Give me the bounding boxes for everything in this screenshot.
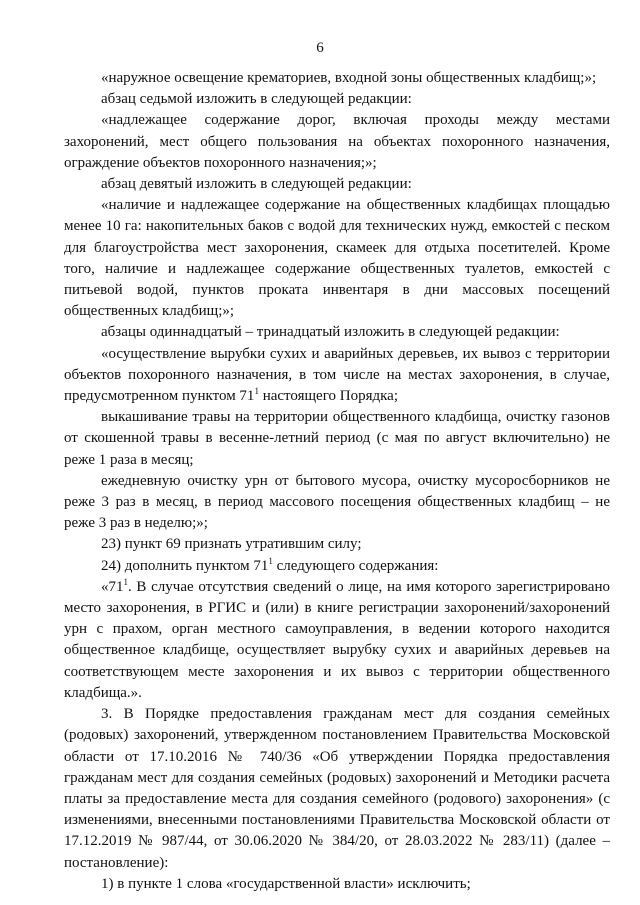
paragraph-text: следующего содержания:	[272, 557, 439, 574]
page-number: 6	[316, 40, 324, 56]
paragraph	[64, 344, 610, 408]
superscript: 1	[268, 555, 273, 566]
paragraph-text: «71	[101, 578, 124, 595]
document-body	[64, 68, 610, 895]
superscript: 1	[123, 576, 128, 587]
paragraph: «наличие и надлежащее содержание на общественных кладбищах площадью менее 10 га: накопительных баков с водой для технических нужд, емкостей с песком для благоустройства мест захоронения, скамеек для отдыха посетителей. Кроме того, наличие и надлежащее содержание общественных туалетов, емкостей с питьевой водой, пунктов проката инвентаря в дни массовых посещений общественных кладбищ;»;	[64, 197, 610, 320]
paragraph-text: настоящего Порядка;	[258, 388, 398, 405]
superscript: 1	[254, 386, 259, 397]
paragraph: абзацы одиннадцатый – тринадцатый изложить в следующей редакции:	[101, 324, 560, 341]
paragraph: абзац седьмой изложить в следующей редакции:	[101, 91, 412, 108]
paragraph	[64, 556, 610, 577]
paragraph	[64, 577, 610, 704]
paragraph: «надлежащее содержание дорог, включая проходы между местами захоронений, мест общего пользования на объектах похоронного назначения, ограждение объектов похоронного назначения;»;	[64, 112, 610, 171]
paragraph: 1) в пункте 1 слова «государственной власти» исключить;	[101, 875, 471, 892]
paragraph: абзац девятый изложить в следующей редакции:	[101, 176, 412, 193]
paragraph: 23) пункт 69 признать утратившим силу;	[101, 536, 362, 553]
paragraph-text: «осуществление вырубки сухих и аварийных деревьев, их вывоз с территории объектов похоронного назначения, в том числе на местах захоронения, в случае, предусмотренном пунктом 71	[64, 345, 610, 405]
paragraph-text: 24) дополнить пунктом 71	[101, 557, 269, 574]
paragraph: «наружное освещение крематориев, входной зоны общественных кладбищ;»;	[101, 70, 597, 86]
paragraph: 3. В Порядке предоставления гражданам мест для создания семейных (родовых) захоронений, утвержденном постановлением Правительства Московской области от 17.10.2016 № 740/36 «Об утверждении Порядка предоставления гражданам мест для создания семейных (родовых) захоронений и Методики расчета платы за предоставление места для создания семейного (родового) захоронения» (с изменениями, внесенными постановлениями Правительства Московской области от 17.12.2019 № 987/44, от 30.06.2020 № 384/20, от 28.03.2022 № 283/11) (далее – постановление):	[64, 706, 610, 871]
paragraph: выкашивание травы на территории общественного кладбища, очистку газонов от скошенной травы в весенне-летний период (с мая по август включительно) не реже 1 раза в месяц;	[64, 409, 610, 468]
paragraph-text: . В случае отсутствия сведений о лице, на имя которого зарегистрировано место захоронения, в РГИС и (или) в книге регистрации захоронений/захоронений урн с прахом, орган местного самоуправления, в ведении которого находится общественное кладбище, осуществляет вырубку сухих и аварийных деревьев на соответствующем месте захоронения и их вывоз с территории общественного кладбища.».	[64, 578, 610, 701]
paragraph: ежедневную очистку урн от бытового мусора, очистку мусоросборников не реже 3 раз в месяц, в период массового посещения общественных кладбищ – не реже 3 раз в неделю;»;	[64, 472, 610, 532]
